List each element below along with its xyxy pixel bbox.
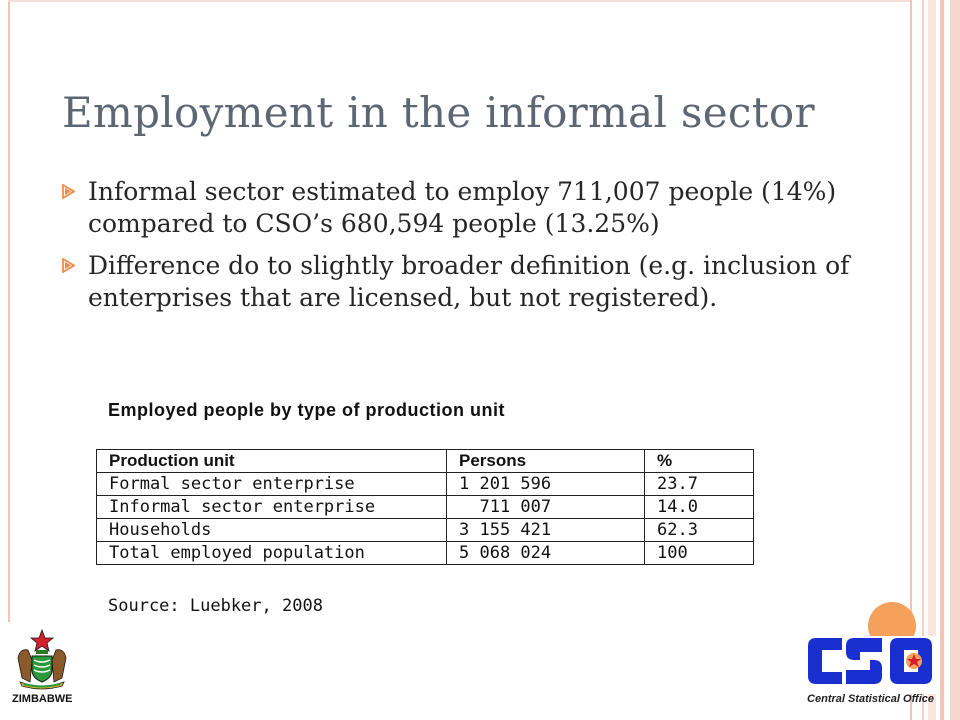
bullet-list bbox=[62, 176, 862, 324]
top-frame-line bbox=[8, 0, 910, 2]
table-row bbox=[97, 496, 754, 519]
table-cell: 5 068 024 bbox=[447, 542, 645, 565]
table-cell: 1 201 596 bbox=[447, 473, 645, 496]
zimbabwe-label: ZIMBABWE bbox=[12, 693, 73, 705]
bullet-text: Informal sector estimated to employ 711,007 people (14%) compared to CSO’s 680,594 people (13.25%) bbox=[88, 177, 837, 238]
table-cell: 711 007 bbox=[447, 496, 645, 519]
bullet-item bbox=[62, 250, 862, 314]
production-unit-table bbox=[96, 449, 754, 565]
table-cell: Informal sector enterprise bbox=[97, 496, 447, 519]
table-cell: 23.7 bbox=[645, 473, 754, 496]
table-cell: 14.0 bbox=[645, 496, 754, 519]
table-cell: 100 bbox=[645, 542, 754, 565]
zimbabwe-coat-of-arms-icon bbox=[10, 628, 74, 692]
table-row bbox=[97, 473, 754, 496]
bullet-item bbox=[62, 176, 862, 240]
table-cell: 3 155 421 bbox=[447, 519, 645, 542]
table-cell: Total employed population bbox=[97, 542, 447, 565]
bullet-text: Difference do to slightly broader definition (e.g. inclusion of enterprises that are licensed, but not registered). bbox=[88, 251, 850, 312]
table-title: Employed people by type of production unit bbox=[108, 400, 506, 420]
table-cell: Households bbox=[97, 519, 447, 542]
left-frame-line bbox=[8, 0, 10, 622]
arrowhead-bullet-icon bbox=[62, 258, 75, 273]
cso-logo-icon bbox=[802, 598, 938, 694]
cso-label: Central Statistical Office bbox=[807, 693, 934, 705]
column-header: % bbox=[645, 450, 754, 473]
table-cell: 62.3 bbox=[645, 519, 754, 542]
table-source: Source: Luebker, 2008 bbox=[108, 596, 323, 616]
arrowhead-bullet-icon bbox=[62, 184, 75, 199]
table-header-row bbox=[97, 450, 754, 473]
slide-title: Employment in the informal sector bbox=[62, 88, 815, 137]
table-cell: Formal sector enterprise bbox=[97, 473, 447, 496]
column-header: Production unit bbox=[97, 450, 447, 473]
column-header: Persons bbox=[447, 450, 645, 473]
footer bbox=[0, 622, 910, 720]
table-row bbox=[97, 519, 754, 542]
table-row bbox=[97, 542, 754, 565]
